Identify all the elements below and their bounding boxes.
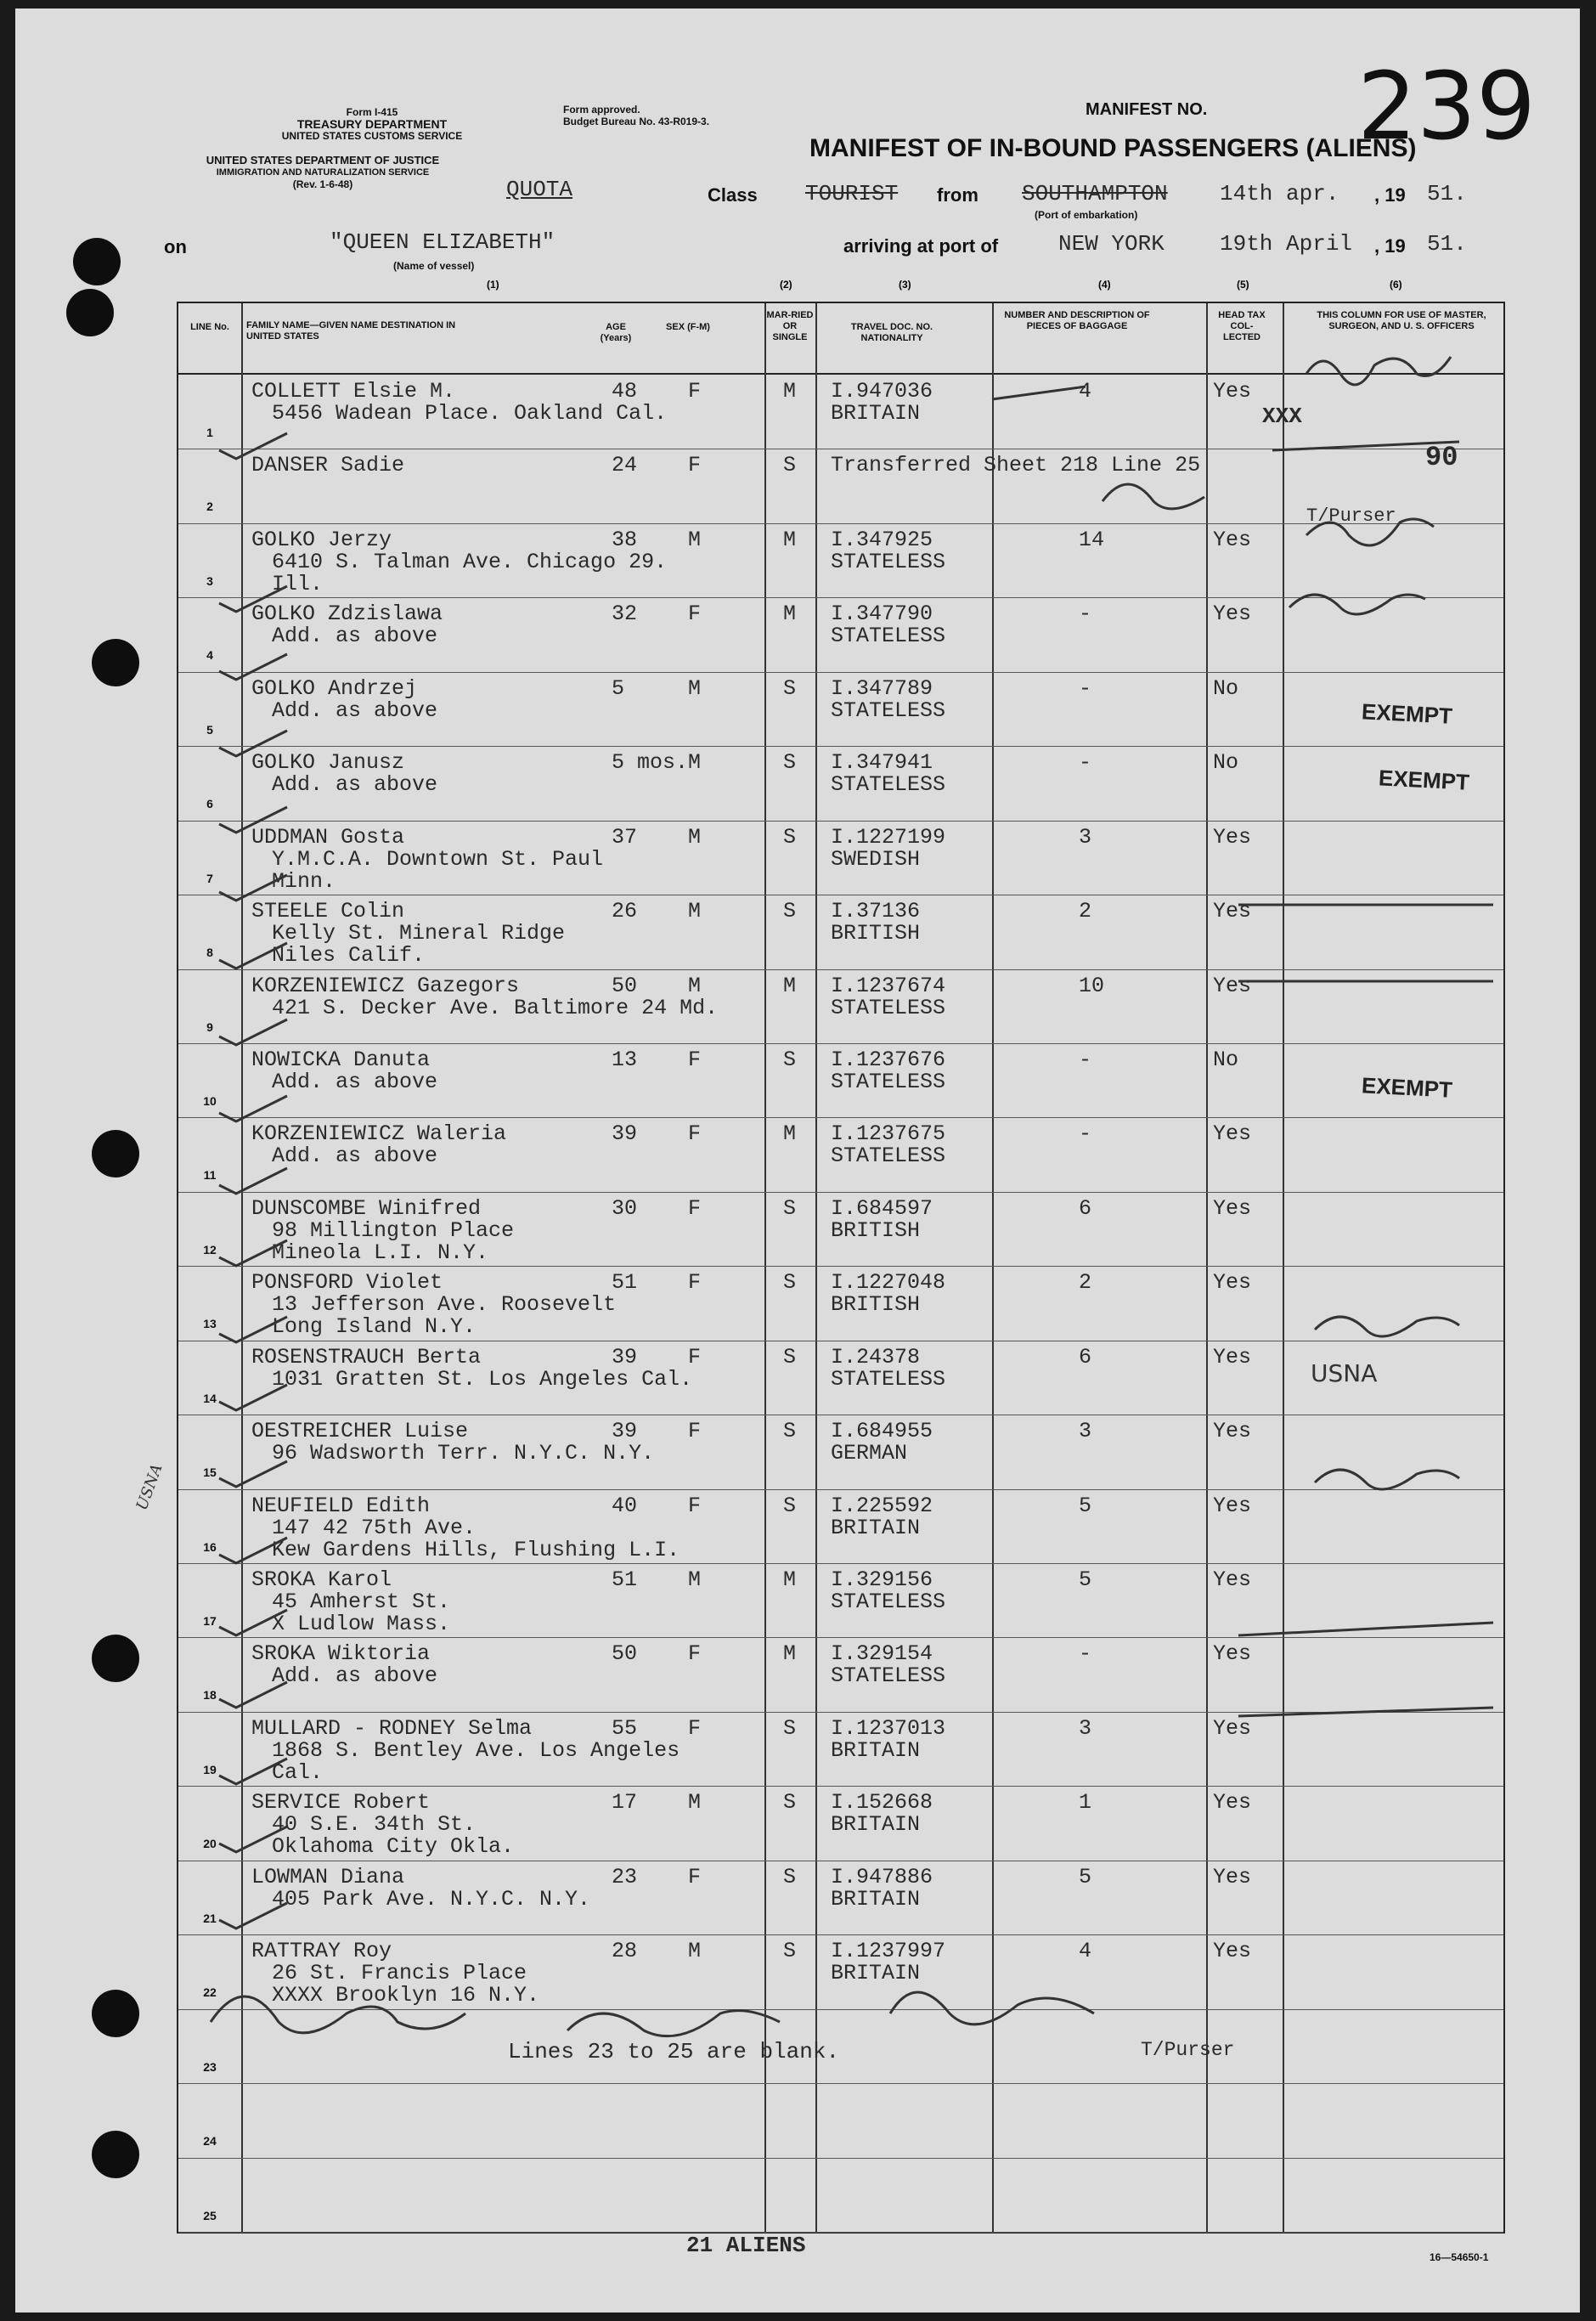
- row-sex: F: [688, 1195, 702, 1221]
- handwriting-overlay: [15, 8, 1580, 2313]
- row-nationality: BRITAIN: [831, 1737, 921, 1763]
- row-line-number: 25: [203, 2208, 217, 2222]
- row-marital: M: [783, 1567, 797, 1593]
- row-head-tax: Yes: [1213, 527, 1252, 552]
- row-marital: M: [783, 973, 797, 998]
- row-baggage: 14: [1079, 527, 1105, 552]
- row-line-number: 9: [206, 1019, 213, 1034]
- row-name: DUNSCOMBE Winifred: [251, 1195, 482, 1221]
- row-destination-2: XXXX Brooklyn 16 N.Y.: [272, 1983, 540, 2008]
- row-sex: F: [688, 1493, 702, 1518]
- row-name: STEELE Colin: [251, 899, 405, 924]
- row-sex: M: [688, 824, 702, 850]
- row-line-number: 24: [203, 2134, 217, 2149]
- row-travel-doc: I.684955: [831, 1419, 933, 1444]
- row-destination-1: 421 S. Decker Ave. Baltimore 24 Md.: [272, 995, 719, 1020]
- row-head-tax: Yes: [1213, 1939, 1252, 1964]
- treasury-dept: TREASURY DEPARTMENT: [296, 117, 448, 131]
- row-marital: S: [783, 1715, 797, 1741]
- row-nationality: STATELESS: [831, 995, 946, 1020]
- usna-margin-note: USNA: [133, 1461, 166, 1513]
- row-age: 5 mos.: [612, 750, 689, 776]
- row-age: 17: [612, 1790, 638, 1816]
- row-age: 40: [612, 1493, 638, 1518]
- manifest-page: [15, 8, 1580, 2313]
- row-travel-doc: I.1237676: [831, 1047, 946, 1072]
- class-value: TOURIST: [805, 181, 899, 206]
- row-destination-1: 96 Wadsworth Terr. N.Y.C. N.Y.: [272, 1441, 655, 1466]
- row-line-number: 17: [203, 1614, 217, 1629]
- manifest-number: 239: [1357, 52, 1536, 161]
- usna-initials: USNA: [1311, 1359, 1378, 1387]
- purser-note-bottom: T/Purser: [1141, 2039, 1235, 2061]
- row-head-tax: Yes: [1213, 379, 1252, 404]
- row-baggage: 3: [1079, 824, 1092, 850]
- from-date: 14th apr.: [1220, 181, 1339, 206]
- signature-scribble: [1103, 484, 1204, 509]
- row-marital: S: [783, 1195, 797, 1221]
- header-sex: SEX (F-M): [666, 322, 710, 332]
- row-travel-doc: I.1237674: [831, 973, 946, 998]
- row-nationality: STATELESS: [831, 697, 946, 723]
- row-marital: M: [783, 527, 797, 552]
- row-head-tax: Yes: [1213, 1864, 1252, 1889]
- signature-scribble: [1315, 1317, 1459, 1336]
- vessel-name: "QUEEN ELIZABETH": [330, 229, 555, 255]
- ninety-mark: 90: [1425, 442, 1458, 473]
- row-age: 26: [612, 899, 638, 924]
- vessel-caption: (Name of vessel): [393, 260, 475, 272]
- row-head-tax: Yes: [1213, 1715, 1252, 1741]
- row-sex: M: [688, 1567, 702, 1593]
- from-year: 51.: [1427, 181, 1467, 206]
- row-nationality: STATELESS: [831, 772, 946, 798]
- row-line-number: 18: [203, 1688, 217, 1703]
- footer-form-code: 16—54650-1: [1430, 2251, 1489, 2263]
- row-name: RATTRAY Roy: [251, 1939, 392, 1964]
- row-marital: S: [783, 1790, 797, 1816]
- row-travel-doc: I.947886: [831, 1864, 933, 1889]
- row-destination-1: 26 St. Francis Place: [272, 1961, 527, 1986]
- row-destination-1: Add. as above: [272, 1069, 438, 1094]
- xxx-mark: XXX: [1262, 404, 1302, 429]
- row-sex: F: [688, 1715, 702, 1741]
- row-baggage: 2: [1079, 899, 1092, 924]
- row-line-number: 22: [203, 1985, 217, 2000]
- row-baggage: -: [1079, 1641, 1092, 1667]
- row-head-tax: Yes: [1213, 824, 1252, 850]
- row-line-number: 14: [203, 1391, 217, 1405]
- row-destination-1: 1868 S. Bentley Ave. Los Angeles: [272, 1737, 680, 1763]
- header-married: MAR-RIED OR SINGLE: [766, 310, 814, 342]
- row-name: GOLKO Andrzej: [251, 675, 418, 701]
- row-nationality: BRITISH: [831, 921, 921, 946]
- arriving-date: 19th April: [1220, 231, 1353, 257]
- row-destination-1: Add. as above: [272, 697, 438, 723]
- row-marital: S: [783, 1419, 797, 1444]
- signature-scribble: [567, 2011, 780, 2036]
- row-destination-2: Oklahoma City Okla.: [272, 1834, 515, 1860]
- row-nationality: BRITISH: [831, 1292, 921, 1318]
- row-baggage: 5: [1079, 1493, 1092, 1518]
- quota-label: QUOTA: [506, 177, 573, 202]
- signature-scribble: [1289, 595, 1425, 614]
- signature-scribble: [1306, 519, 1434, 545]
- row-destination-1: Y.M.C.A. Downtown St. Paul: [272, 846, 604, 872]
- row-line-number: 15: [203, 1465, 217, 1480]
- row-destination-1: 1031 Gratten St. Los Angeles Cal.: [272, 1366, 693, 1392]
- header-name: FAMILY NAME—GIVEN NAME DESTINATION IN UNITED STATES: [246, 320, 456, 342]
- exempt-stamp: EXEMPT: [1361, 1072, 1453, 1103]
- row-age: 39: [612, 1419, 638, 1444]
- manifest-title: MANIFEST OF IN-BOUND PASSENGERS (ALIENS): [809, 134, 1417, 162]
- exempt-stamp: EXEMPT: [1378, 765, 1470, 795]
- row-baggage: 3: [1079, 1419, 1092, 1444]
- from-year-prefix: , 19: [1374, 184, 1406, 206]
- row-destination-1: Add. as above: [272, 1663, 438, 1689]
- row-sex: F: [688, 1121, 702, 1147]
- form-number: Form I-415: [346, 106, 398, 118]
- row-name: DANSER Sadie: [251, 453, 405, 478]
- row-nationality: STATELESS: [831, 1590, 946, 1615]
- row-head-tax: Yes: [1213, 1121, 1252, 1147]
- header-age: AGE (Years): [600, 322, 632, 343]
- row-age: 55: [612, 1715, 638, 1741]
- col-number-3: (3): [899, 279, 911, 291]
- row-destination-1: 147 42 75th Ave.: [272, 1515, 477, 1540]
- row-travel-doc: I.1227199: [831, 824, 946, 850]
- row-travel-doc: I.1237675: [831, 1121, 946, 1147]
- row-travel-doc: I.347941: [831, 750, 933, 776]
- row-travel-doc: Transferred Sheet 218 Line 25: [831, 453, 1201, 478]
- row-travel-doc: I.152668: [831, 1790, 933, 1816]
- row-nationality: BRITAIN: [831, 401, 921, 426]
- row-destination-1: 6410 S. Talman Ave. Chicago 29.: [272, 549, 668, 574]
- arriving-label: arriving at port of: [843, 235, 999, 257]
- row-line-number: 10: [203, 1093, 217, 1108]
- row-line-number: 7: [206, 871, 213, 885]
- row-marital: S: [783, 453, 797, 478]
- customs-service: UNITED STATES CUSTOMS SERVICE: [281, 130, 463, 142]
- col-number-6: (6): [1390, 279, 1402, 291]
- row-head-tax: No: [1213, 675, 1239, 701]
- ins-service: IMMIGRATION AND NATURALIZATION SERVICE: [216, 167, 430, 178]
- row-baggage: 3: [1079, 1715, 1092, 1741]
- row-name: KORZENIEWICZ Waleria: [251, 1121, 507, 1147]
- header-travel-doc: TRAVEL DOC. NO. NATIONALITY: [850, 322, 933, 343]
- arriving-port: NEW YORK: [1058, 231, 1165, 257]
- row-line-number: 12: [203, 1242, 217, 1257]
- row-line-number: 19: [203, 1762, 217, 1776]
- row-travel-doc: I.1237013: [831, 1715, 946, 1741]
- row-sex: M: [688, 675, 702, 701]
- signature-scribble: [1315, 1470, 1459, 1489]
- row-name: PONSFORD Violet: [251, 1270, 443, 1296]
- row-nationality: BRITAIN: [831, 1886, 921, 1912]
- header-head-tax: HEAD TAX COL-LECTED: [1218, 310, 1266, 342]
- row-baggage: 2: [1079, 1270, 1092, 1296]
- row-name: KORZENIEWICZ Gazegors: [251, 973, 520, 998]
- row-name: NEUFIELD Edith: [251, 1493, 431, 1518]
- row-name: NOWICKA Danuta: [251, 1047, 431, 1072]
- header-baggage: NUMBER AND DESCRIPTION OF PIECES OF BAGGAGE: [1004, 310, 1150, 331]
- row-travel-doc: I.225592: [831, 1493, 933, 1518]
- class-label: Class: [708, 184, 758, 206]
- row-travel-doc: I.1227048: [831, 1270, 946, 1296]
- row-marital: S: [783, 1344, 797, 1369]
- row-travel-doc: I.1237997: [831, 1939, 946, 1964]
- row-destination-2: Long Island N.Y.: [272, 1314, 477, 1340]
- row-travel-doc: I.684597: [831, 1195, 933, 1221]
- row-baggage: 6: [1079, 1195, 1092, 1221]
- row-travel-doc: I.947036: [831, 379, 933, 404]
- row-age: 50: [612, 973, 638, 998]
- row-nationality: BRITAIN: [831, 1961, 921, 1986]
- row-marital: M: [783, 601, 797, 627]
- row-age: 50: [612, 1641, 638, 1667]
- row-destination-2: Kew Gardens Hills, Flushing L.I.: [272, 1537, 680, 1562]
- row-destination-1: 405 Park Ave. N.Y.C. N.Y.: [272, 1886, 591, 1912]
- row-travel-doc: I.329156: [831, 1567, 933, 1593]
- row-destination-1: Add. as above: [272, 1144, 438, 1169]
- row-marital: S: [783, 750, 797, 776]
- row-baggage: 10: [1079, 973, 1105, 998]
- row-head-tax: Yes: [1213, 1493, 1252, 1518]
- row-destination-1: 40 S.E. 34th St.: [272, 1812, 477, 1838]
- row-baggage: 6: [1079, 1344, 1092, 1369]
- row-destination-2: Niles Calif.: [272, 943, 426, 968]
- row-name: LOWMAN Diana: [251, 1864, 405, 1889]
- row-head-tax: Yes: [1213, 1790, 1252, 1816]
- row-name: ROSENSTRAUCH Berta: [251, 1344, 482, 1369]
- row-line-number: 8: [206, 946, 213, 960]
- row-destination-1: Add. as above: [272, 624, 438, 649]
- row-travel-doc: I.347789: [831, 675, 933, 701]
- row-line-number: 13: [203, 1317, 217, 1331]
- row-head-tax: Yes: [1213, 1344, 1252, 1369]
- row-sex: F: [688, 1419, 702, 1444]
- row-line-number: 3: [206, 573, 213, 588]
- row-marital: S: [783, 1047, 797, 1072]
- row-nationality: STATELESS: [831, 1069, 946, 1094]
- row-sex: F: [688, 1864, 702, 1889]
- row-nationality: GERMAN: [831, 1441, 908, 1466]
- col-number-1: (1): [487, 279, 499, 291]
- row-sex: F: [688, 379, 702, 404]
- row-destination-1: 98 Millington Place: [272, 1217, 515, 1243]
- row-nationality: SWEDISH: [831, 846, 921, 872]
- row-destination-2: Minn.: [272, 868, 336, 894]
- row-age: 28: [612, 1939, 638, 1964]
- row-head-tax: Yes: [1213, 899, 1252, 924]
- col-number-2: (2): [780, 279, 792, 291]
- row-baggage: -: [1079, 750, 1092, 776]
- row-age: 39: [612, 1121, 638, 1147]
- justice-dept: UNITED STATES DEPARTMENT OF JUSTICE: [206, 154, 440, 167]
- row-head-tax: Yes: [1213, 1567, 1252, 1593]
- row-name: SERVICE Robert: [251, 1790, 431, 1816]
- row-head-tax: Yes: [1213, 1195, 1252, 1221]
- row-age: 32: [612, 601, 638, 627]
- signature-scribble: [211, 1996, 465, 2033]
- row-marital: S: [783, 824, 797, 850]
- row-nationality: STATELESS: [831, 1663, 946, 1689]
- row-head-tax: Yes: [1213, 973, 1252, 998]
- row-line-number: 20: [203, 1837, 217, 1851]
- row-line-number: 6: [206, 797, 213, 811]
- col-number-5: (5): [1237, 279, 1249, 291]
- row-baggage: 4: [1079, 379, 1092, 404]
- row-line-number: 2: [206, 500, 213, 514]
- row-age: 23: [612, 1864, 638, 1889]
- row-marital: S: [783, 1493, 797, 1518]
- row-head-tax: Yes: [1213, 1419, 1252, 1444]
- row-nationality: BRITISH: [831, 1217, 921, 1243]
- row-age: 48: [612, 379, 638, 404]
- row-sex: F: [688, 1270, 702, 1296]
- form-approved: Form approved.: [563, 104, 640, 116]
- row-head-tax: Yes: [1213, 1641, 1252, 1667]
- arriving-year: 51.: [1427, 231, 1467, 257]
- row-line-number: 5: [206, 722, 213, 737]
- row-sex: F: [688, 601, 702, 627]
- row-baggage: 4: [1079, 1939, 1092, 1964]
- on-label: on: [164, 236, 187, 257]
- row-destination-1: 5456 Wadean Place. Oakland Cal.: [272, 401, 668, 426]
- row-head-tax: Yes: [1213, 601, 1252, 627]
- row-baggage: 1: [1079, 1790, 1092, 1816]
- row-line-number: 4: [206, 648, 213, 663]
- row-name: COLLETT Elsie M.: [251, 379, 456, 404]
- row-sex: M: [688, 1790, 702, 1816]
- row-travel-doc: I.24378: [831, 1344, 921, 1369]
- row-marital: S: [783, 1939, 797, 1964]
- row-nationality: STATELESS: [831, 549, 946, 574]
- row-baggage: -: [1079, 675, 1092, 701]
- row-head-tax: No: [1213, 1047, 1239, 1072]
- row-name: UDDMAN Gosta: [251, 824, 405, 850]
- row-head-tax: Yes: [1213, 1270, 1252, 1296]
- row-travel-doc: I.347790: [831, 601, 933, 627]
- signature-scribble: [1306, 357, 1451, 385]
- row-destination-1: 13 Jefferson Ave. Roosevelt: [272, 1292, 617, 1318]
- signature-scribble: [890, 1992, 1094, 2025]
- row-head-tax: No: [1213, 750, 1239, 776]
- row-sex: M: [688, 899, 702, 924]
- row-nationality: STATELESS: [831, 1366, 946, 1392]
- row-marital: M: [783, 1121, 797, 1147]
- row-age: 51: [612, 1270, 638, 1296]
- row-line-number: 23: [203, 2059, 217, 2074]
- row-destination-2: Cal.: [272, 1759, 324, 1785]
- row-marital: S: [783, 1270, 797, 1296]
- row-sex: F: [688, 1047, 702, 1072]
- row-marital: M: [783, 379, 797, 404]
- row-marital: S: [783, 1864, 797, 1889]
- purser-note-top: T/Purser: [1306, 505, 1396, 527]
- row-sex: M: [688, 973, 702, 998]
- row-nationality: BRITAIN: [831, 1515, 921, 1540]
- exempt-stamp: EXEMPT: [1361, 698, 1453, 729]
- row-age: 39: [612, 1344, 638, 1369]
- header-line: LINE No.: [190, 322, 229, 332]
- row-sex: M: [688, 1939, 702, 1964]
- row-nationality: STATELESS: [831, 624, 946, 649]
- row-age: 5: [612, 675, 625, 701]
- row-name: SROKA Karol: [251, 1567, 392, 1593]
- row-baggage: -: [1079, 601, 1092, 627]
- row-sex: F: [688, 453, 702, 478]
- header-officers: THIS COLUMN FOR USE OF MASTER, SURGEON, AND U. S. OFFICERS: [1317, 310, 1486, 331]
- row-name: MULLARD - RODNEY Selma: [251, 1715, 533, 1741]
- row-destination-1: Kelly St. Mineral Ridge: [272, 921, 566, 946]
- row-destination-1: Add. as above: [272, 772, 438, 798]
- row-age: 24: [612, 453, 638, 478]
- row-travel-doc: I.329154: [831, 1641, 933, 1667]
- row-destination-2: Ill.: [272, 571, 324, 596]
- row-line-number: 21: [203, 1911, 217, 1925]
- port-embarkation-caption: (Port of embarkation): [1035, 209, 1138, 221]
- col-number-4: (4): [1098, 279, 1111, 291]
- row-line-number: 1: [206, 426, 213, 439]
- from-label: from: [937, 184, 978, 206]
- row-name: GOLKO Zdzislawa: [251, 601, 443, 627]
- row-marital: S: [783, 675, 797, 701]
- from-value: SOUTHAMPTON: [1022, 181, 1168, 206]
- budget-bureau: Budget Bureau No. 43-R019-3.: [563, 116, 710, 127]
- row-destination-1: 45 Amherst St.: [272, 1590, 451, 1615]
- row-name: SROKA Wiktoria: [251, 1641, 431, 1667]
- rev-date: (Rev. 1-6-48): [292, 178, 353, 190]
- row-baggage: -: [1079, 1121, 1092, 1147]
- row-age: 37: [612, 824, 638, 850]
- row-sex: F: [688, 1641, 702, 1667]
- row-destination-2: X Ludlow Mass.: [272, 1612, 451, 1637]
- row-baggage: -: [1079, 1047, 1092, 1072]
- row-travel-doc: I.347925: [831, 527, 933, 552]
- row-sex: M: [688, 750, 702, 776]
- row-age: 38: [612, 527, 638, 552]
- blank-lines-note: Lines 23 to 25 are blank.: [508, 2039, 840, 2064]
- row-marital: M: [783, 1641, 797, 1667]
- row-name: GOLKO Janusz: [251, 750, 405, 776]
- row-age: 51: [612, 1567, 638, 1593]
- row-age: 13: [612, 1047, 638, 1072]
- row-sex: F: [688, 1344, 702, 1369]
- row-baggage: 5: [1079, 1864, 1092, 1889]
- row-marital: S: [783, 899, 797, 924]
- row-destination-2: Mineola L.I. N.Y.: [272, 1240, 489, 1265]
- row-baggage: 5: [1079, 1567, 1092, 1593]
- row-age: 30: [612, 1195, 638, 1221]
- row-line-number: 11: [203, 1168, 217, 1183]
- manifest-label: MANIFEST NO.: [1086, 100, 1208, 119]
- arriving-year-prefix: , 19: [1374, 235, 1406, 257]
- aliens-total: 21 ALIENS: [686, 2233, 806, 2258]
- row-name: GOLKO Jerzy: [251, 527, 392, 552]
- row-sex: M: [688, 527, 702, 552]
- row-line-number: 16: [203, 1539, 217, 1554]
- row-name: OESTREICHER Luise: [251, 1419, 469, 1444]
- row-travel-doc: I.37136: [831, 899, 921, 924]
- row-nationality: BRITAIN: [831, 1812, 921, 1838]
- row-nationality: STATELESS: [831, 1144, 946, 1169]
